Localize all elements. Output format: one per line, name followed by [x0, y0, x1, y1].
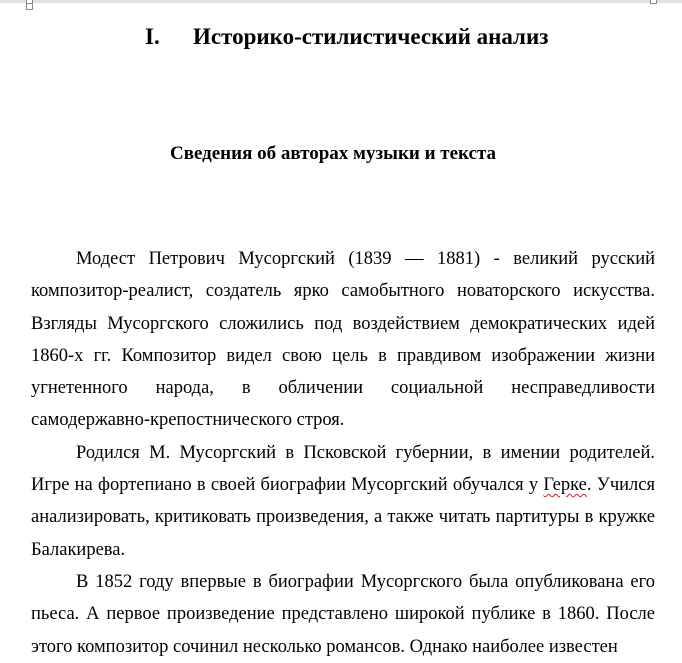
heading-2: Сведения об авторах музыки и текста	[169, 143, 497, 164]
body-text[interactable]	[31, 243, 655, 663]
spellcheck-error-word[interactable]: Герке	[543, 475, 587, 496]
paragraph-2-text-before: Родился М. Мусоргский в Псковской губернии, в имении родителей. Игре на фортепиано в своей биографии Мусоргский обучался у	[31, 442, 655, 496]
heading-1	[145, 24, 548, 50]
paragraph-3: В 1852 году впервые в биографии Мусоргского была опубликована его пьеса. А первое произведение представлено широкой публике в 1860. После этого композитор сочинил несколько романсов. Однако наиболее известен	[31, 571, 655, 657]
paragraph-1: Модест Петрович Мусоргский (1839 — 1881) - великий русский композитор-реалист, создатель ярко самобытного новаторского искусства. Взгляды Мусоргского сложились под воздействием демократических идей 1860-х гг. Композитор видел свою цель в правдивом изображении жизни угнетенного народа, в обличении социальной несправедливости самодержавно-крепостнического строя.	[31, 249, 655, 431]
heading-1-title: Историко-стилистический анализ	[193, 24, 549, 49]
paragraph-2-text-after: . Учился анализировать, критиковать произведения, а также читать партитуры в кружке Балакирева.	[31, 475, 655, 560]
margin-handle-right[interactable]	[650, 0, 657, 4]
page-top-edge	[0, 0, 682, 3]
paragraph-2	[31, 437, 655, 566]
margin-handle-left[interactable]	[26, 3, 33, 10]
heading-1-number: I.	[145, 24, 160, 49]
